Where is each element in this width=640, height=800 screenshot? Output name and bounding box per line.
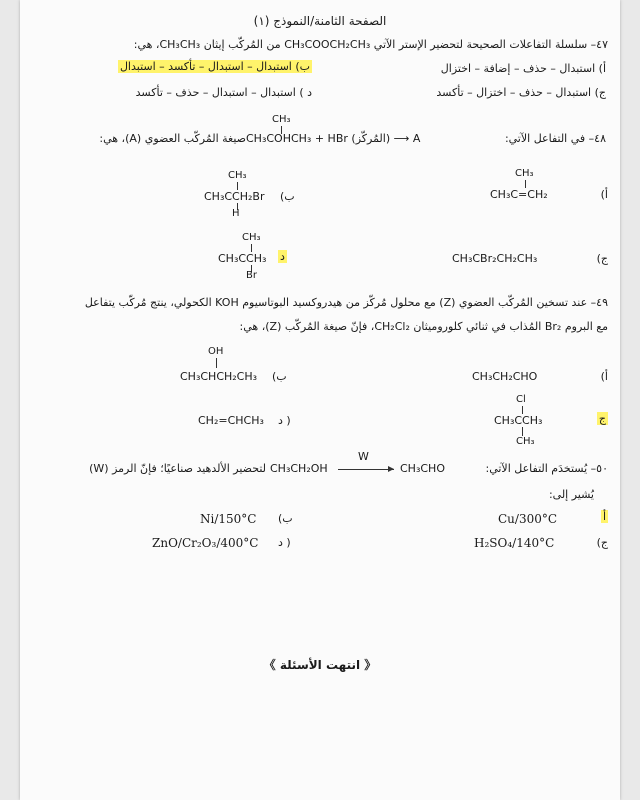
q48-a-label[interactable]: أ)	[600, 188, 608, 201]
q49-d-label[interactable]: د )	[278, 414, 291, 427]
q49-c-formula: CH₃CCH₃	[494, 414, 543, 427]
page-header: الصفحة الثامنة/النموذج (١)	[253, 14, 387, 28]
q50-stem-2: يُشير إلى:	[548, 488, 594, 501]
q49-c-bottom: CH₃	[516, 436, 535, 447]
q48-b-label[interactable]: (ب	[280, 190, 295, 203]
q50-product: CH₃CHO	[400, 462, 445, 475]
q48-branch: CH₃	[272, 114, 291, 125]
q47-option-c[interactable]: ج) استبدال – حذف – اختزال – تأكسد	[436, 86, 606, 99]
q49-c-bond-down	[522, 427, 523, 436]
q49-c-label[interactable]: ج	[598, 412, 606, 425]
q49-b-bond	[216, 358, 217, 368]
q47-option-a[interactable]: أ) استبدال – حذف – إضافة – اختزال	[440, 62, 606, 75]
end-of-questions: 《 انتهت الأسئلة 》	[263, 658, 377, 672]
q50-d-label[interactable]: د )	[278, 536, 291, 549]
q48-b-branch: CH₃	[228, 170, 247, 181]
q49-a-formula: CH₃CH₂CHO	[472, 370, 538, 383]
q49-d-formula: CH₂=CHCH₃	[198, 414, 264, 427]
q50-arrow	[338, 469, 394, 470]
q50-arrow-label: W	[358, 450, 369, 463]
q50-a-label[interactable]: أ	[602, 510, 606, 523]
q49-a-label[interactable]: أ)	[600, 370, 608, 383]
q48-stem-label: ٤٨– في التفاعل الآتي:	[504, 132, 606, 145]
q48-stem-tail: صيغة المُركّب العضوي (A)، هي:	[99, 132, 246, 145]
q48-a-branch: CH₃	[515, 168, 534, 179]
q50-stem-label: ٥٠– يُستخدَم التفاعل الآتي:	[485, 462, 608, 475]
q47-stem: ٤٧– سلسلة التفاعلات الصحيحة لتحضير الإستر الآتي CH₃COOCH₂CH₃ من المُركّب إيثان CH₃CH₃، هي:	[133, 38, 608, 51]
exam-page	[20, 0, 620, 800]
q48-d-formula: CH₃CCH₃	[218, 252, 267, 265]
q48-b-bottom: H	[232, 208, 240, 219]
q47-option-d[interactable]: د ) استبدال – استبدال – حذف – تأكسد	[135, 86, 312, 99]
q48-a-bond	[525, 180, 526, 188]
q48-a-formula: CH₃C=CH₂	[490, 188, 548, 201]
q49-b-formula: CH₃CHCH₂CH₃	[180, 370, 258, 383]
q49-c-top: Cl	[516, 394, 526, 405]
q49-c-bond	[522, 406, 523, 414]
q50-b: Ni/150°C	[200, 512, 257, 526]
q48-equation: CH₃COHCH₃ + HBr (المُركّز) ⟶ A	[246, 132, 421, 145]
q48-d-label[interactable]: د	[280, 250, 285, 263]
q50-b-label[interactable]: (ب	[278, 512, 293, 525]
q49-stem-1: ٤٩– عند تسخين المُركّب العضوي (Z) مع محلول مُركّز من هيدروكسيد البوتاسيوم KOH الكحولي، ينتج مُركّب يتفاعل	[84, 296, 608, 309]
q50-c-label[interactable]: ج)	[596, 536, 608, 549]
q50-c: H₂SO₄/140°C	[474, 536, 555, 550]
q50-arrow-head	[388, 466, 394, 472]
q48-d-bottom: Br	[246, 270, 257, 281]
q48-c-formula: CH₃CBr₂CH₂CH₃	[452, 252, 538, 265]
q49-b-top: OH	[208, 346, 224, 357]
q49-b-label[interactable]: (ب	[272, 370, 287, 383]
q49-stem-2: مع البروم Br₂ المُذاب في ثنائي كلوروميثان CH₂Cl₂، فإنّ صيغة المُركّب (Z)، هي:	[239, 320, 608, 333]
q48-d-bond	[251, 244, 252, 252]
q47-option-b[interactable]: ب) استبدال – استبدال – تأكسد – استبدال	[119, 60, 310, 73]
q50-d: ZnO/Cr₂O₃/400°C	[152, 536, 259, 550]
q50-reactant: CH₃CH₂OH	[270, 462, 328, 475]
q48-b-formula: CH₃CCH₂Br	[204, 190, 265, 203]
q50-a: Cu/300°C	[498, 512, 558, 526]
q48-b-bond	[237, 182, 238, 190]
q50-stem-tail: لتحضير الألدهيد صناعيًا؛ فإنّ الرمز (W)	[89, 462, 266, 475]
q48-c-label[interactable]: ج)	[596, 252, 608, 265]
q48-d-branch: CH₃	[242, 232, 261, 243]
